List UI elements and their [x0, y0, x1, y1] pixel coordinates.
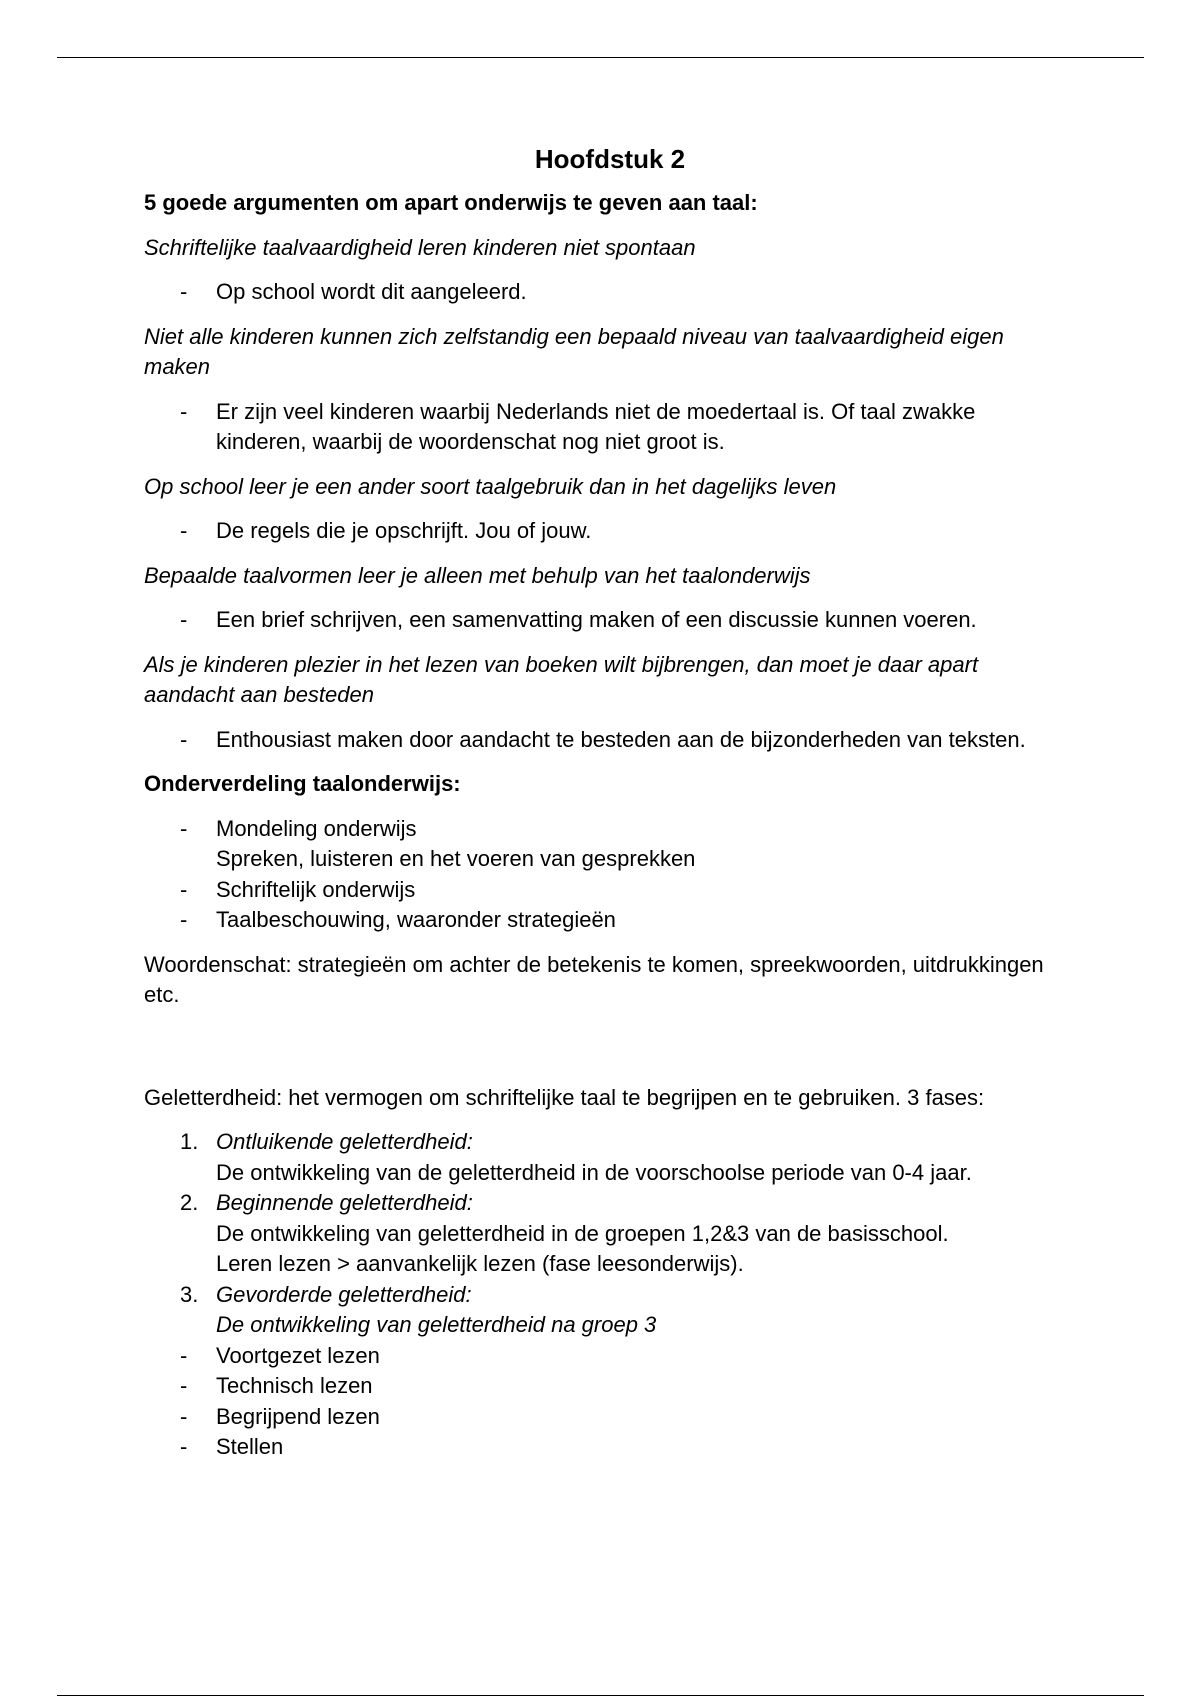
argument-statement: Niet alle kinderen kunnen zich zelfstandig een bepaald niveau van taalvaardigheid eigen maken — [144, 323, 1004, 379]
argument-bullets — [144, 397, 1064, 458]
geletterdheid-intro: Geletterdheid: het vermogen om schriftelijke taal te begrijpen en te gebruiken. 3 fases: — [144, 1084, 985, 1110]
list-item — [144, 725, 1064, 756]
spacer — [144, 1025, 1064, 1083]
phase-line: De ontwikkeling van de geletterdheid in de voorschoolse periode van 0-4 jaar. — [216, 1159, 972, 1185]
phase-title: Gevorderde geletterdheid: — [216, 1281, 472, 1307]
list-number: 3. — [180, 1281, 199, 1307]
dash-marker: - — [180, 1373, 188, 1398]
argument-bullets — [144, 725, 1064, 756]
argument-statement: Op school leer je een ander soort taalgebruik dan in het dagelijks leven — [144, 473, 837, 499]
list-item-text: Er zijn veel kinderen waarbij Nederlands niet de moedertaal is. Of taal zwakke kinderen, waarbij de woordenschat nog niet groot is. — [216, 398, 976, 454]
list-item — [144, 1280, 1064, 1341]
bottom-rule — [57, 1695, 1144, 1696]
dash-marker: - — [180, 815, 188, 841]
page-title: Hoofdstuk 2 — [534, 144, 686, 174]
list-item — [144, 1402, 1064, 1433]
argument-statement: Bepaalde taalvormen leer je alleen met behulp van het taalonderwijs — [144, 562, 811, 588]
list-item — [144, 1371, 1064, 1402]
argument-bullets — [144, 605, 1064, 636]
list-item-text: Op school wordt dit aangeleerd. — [216, 279, 527, 304]
list-item-text: Mondeling onderwijs — [216, 815, 417, 841]
top-rule — [57, 57, 1144, 58]
list-item — [144, 875, 1064, 906]
list-item-text: Enthousiast maken door aandacht te besteden aan de bijzonderheden van teksten. — [216, 726, 1026, 752]
list-number: 2. — [180, 1190, 199, 1215]
dash-marker: - — [180, 907, 188, 932]
woordenschat-paragraph: Woordenschat: strategieën om achter de betekenis te komen, spreekwoorden, uitdrukkingen etc. — [144, 951, 1044, 1007]
phase-line: De ontwikkeling van geletterdheid in de groepen 1,2&3 van de basisschool. — [216, 1220, 949, 1246]
argument-bullets — [144, 277, 1064, 308]
list-item — [144, 277, 1064, 308]
list-item-text: Schriftelijk onderwijs — [216, 876, 416, 902]
list-item — [144, 905, 1064, 936]
section-heading-subdivision: Onderverdeling taalonderwijs: — [144, 771, 461, 796]
dash-marker: - — [180, 518, 188, 543]
list-item — [144, 814, 1064, 875]
list-item-text: Een brief schrijven, een samenvatting maken of een discussie kunnen voeren. — [216, 607, 977, 632]
phase-line: Leren lezen > aanvankelijk lezen (fase leesonderwijs). — [216, 1251, 744, 1276]
dash-marker: - — [180, 1403, 188, 1429]
list-item — [144, 605, 1064, 636]
dash-marker: - — [180, 726, 188, 752]
list-item — [144, 516, 1064, 547]
list-item-text: Taalbeschouwing, waaronder strategieën — [216, 907, 616, 932]
dash-marker: - — [180, 607, 188, 632]
dash-marker: - — [180, 398, 188, 424]
list-item-text: Begrijpend lezen — [216, 1403, 380, 1429]
phase-line: De ontwikkeling van geletterdheid na groep 3 — [216, 1312, 657, 1337]
list-item — [144, 1432, 1064, 1463]
dash-marker: - — [180, 1434, 188, 1459]
argument-bullets — [144, 516, 1064, 547]
section-heading-arguments: 5 goede argumenten om apart onderwijs te geven aan taal: — [144, 190, 758, 215]
argument-statement: Schriftelijke taalvaardigheid leren kinderen niet spontaan — [144, 234, 696, 260]
list-item — [144, 1188, 1064, 1280]
list-item-text: Technisch lezen — [216, 1373, 373, 1398]
list-item — [144, 397, 1064, 458]
phase-title: Beginnende geletterdheid: — [216, 1190, 473, 1215]
dash-marker: - — [180, 279, 188, 304]
subdivision-list — [144, 814, 1064, 936]
phase-title: Ontluikende geletterdheid: — [216, 1129, 473, 1154]
list-item-subtext: Spreken, luisteren en het voeren van gesprekken — [216, 846, 696, 871]
list-item-text: Stellen — [216, 1434, 284, 1459]
document-body — [144, 142, 1064, 1477]
dash-marker: - — [180, 1342, 188, 1368]
list-item-text: De regels die je opschrijft. Jou of jouw. — [216, 518, 592, 543]
list-item — [144, 1341, 1064, 1372]
list-item-text: Voortgezet lezen — [216, 1342, 380, 1368]
phases-list — [144, 1127, 1064, 1341]
dash-marker: - — [180, 876, 188, 902]
argument-statement: Als je kinderen plezier in het lezen van boeken wilt bijbrengen, dan moet je daar apart aandacht aan besteden — [144, 651, 979, 707]
list-number: 1. — [180, 1129, 199, 1154]
list-item — [144, 1127, 1064, 1188]
reading-skills-list — [144, 1341, 1064, 1463]
